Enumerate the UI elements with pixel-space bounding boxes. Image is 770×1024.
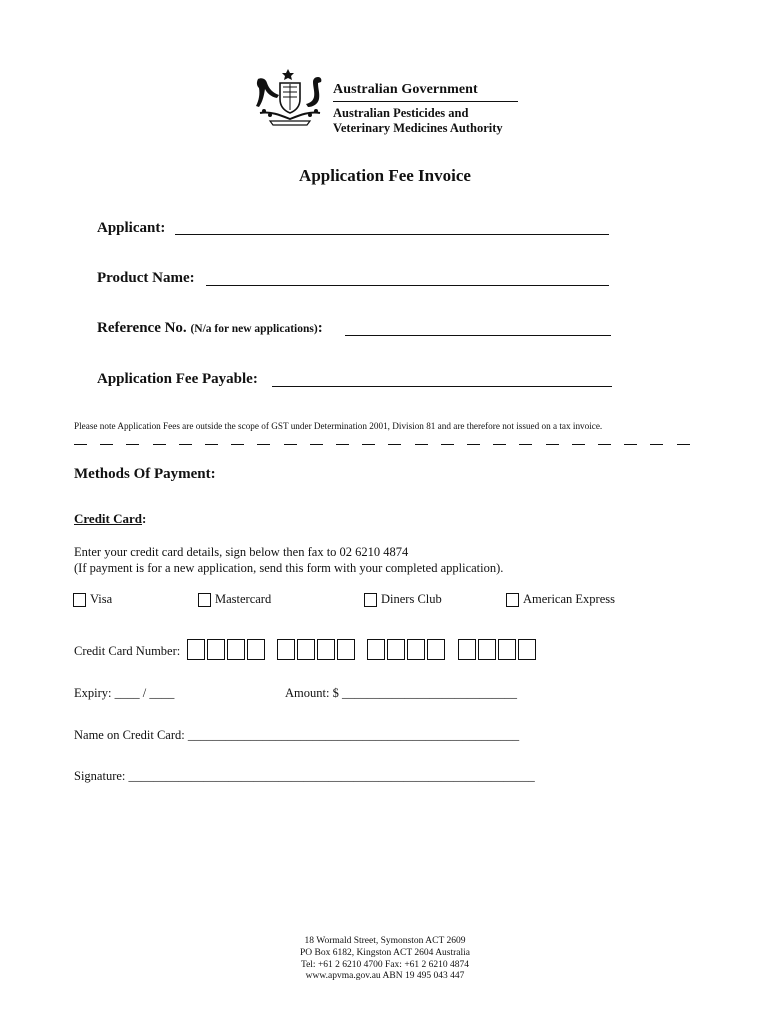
card-digit-box[interactable] <box>207 639 225 660</box>
instruction-line-2: (If payment is for a new application, send this form with your completed application). <box>74 561 504 575</box>
card-digit-box[interactable] <box>498 639 516 660</box>
reference-note: (N/a for new applications) <box>190 323 318 335</box>
mastercard-option[interactable] <box>198 592 271 607</box>
cut-line-dash <box>598 444 611 445</box>
card-digit-box[interactable] <box>247 639 265 660</box>
cut-line-dash <box>74 444 87 445</box>
cut-line-dash <box>519 444 532 445</box>
footer-line-3: Tel: +61 2 6210 4700 Fax: +61 2 6210 4874 <box>300 959 470 970</box>
reference-field[interactable] <box>345 334 611 336</box>
agency-name-line1: Australian Pesticides and <box>333 106 469 120</box>
visa-label: Visa <box>90 592 113 606</box>
card-number-group-2[interactable] <box>277 639 357 660</box>
footer-line-1: 18 Wormald Street, Symonston ACT 2609 <box>304 936 466 946</box>
reference-colon: : <box>317 320 323 336</box>
instruction-line-1: Enter your credit card details, sign below then fax to 02 6210 4874 <box>74 545 409 559</box>
footer-line-2: PO Box 6182, Kingston ACT 2604 Australia <box>299 947 471 958</box>
card-digit-box[interactable] <box>367 639 385 660</box>
american-express-checkbox[interactable] <box>506 593 519 607</box>
cut-line <box>74 444 690 446</box>
cut-line-dash <box>153 444 166 445</box>
cut-line-dash <box>441 444 454 445</box>
product-name-label: Product Name: <box>97 270 195 286</box>
signature-field[interactable]: Signature: _________________________________________________________________ <box>74 769 535 783</box>
cut-line-dash <box>362 444 375 445</box>
cut-line-dash <box>415 444 428 445</box>
applicant-label: Applicant: <box>97 220 166 236</box>
coat-of-arms-logo <box>250 67 330 129</box>
cut-line-dash <box>284 444 297 445</box>
name-on-card-field[interactable]: Name on Credit Card: _____________________________________________________ <box>74 728 520 742</box>
card-digit-box[interactable] <box>427 639 445 660</box>
visa-option[interactable] <box>73 592 112 607</box>
card-digit-box[interactable] <box>337 639 355 660</box>
cut-line-dash <box>467 444 480 445</box>
fee-payable-label: Application Fee Payable: <box>97 371 258 387</box>
card-digit-box[interactable] <box>187 639 205 660</box>
card-digit-box[interactable] <box>387 639 405 660</box>
cut-line-dash <box>231 444 244 445</box>
applicant-field[interactable] <box>175 233 609 235</box>
cut-line-dash <box>546 444 559 445</box>
card-digit-box[interactable] <box>518 639 536 660</box>
payment-section-title: Methods Of Payment: <box>74 466 216 482</box>
expiry-field[interactable]: Expiry: ____ / ____ <box>74 686 175 700</box>
amount-field[interactable]: Amount: $ ____________________________ <box>285 686 517 700</box>
card-number-group-4[interactable] <box>458 639 538 660</box>
card-digit-box[interactable] <box>297 639 315 660</box>
cut-line-dash <box>336 444 349 445</box>
document-title: Application Fee Invoice <box>299 166 471 185</box>
cut-line-dash <box>572 444 585 445</box>
visa-checkbox[interactable] <box>73 593 86 607</box>
agency-name-line2: Veterinary Medicines Authority <box>333 121 503 135</box>
card-digit-box[interactable] <box>317 639 335 660</box>
mastercard-label: Mastercard <box>215 592 272 606</box>
card-digit-box[interactable] <box>458 639 476 660</box>
diners-club-label: Diners Club <box>381 592 442 606</box>
gst-note: Please note Application Fees are outside the scope of GST under Determination 2001, Division 81 and are therefore not issued on a tax invoice. <box>74 421 603 431</box>
agency-header <box>333 82 523 136</box>
cut-line-dash <box>310 444 323 445</box>
product-name-field[interactable] <box>206 284 609 286</box>
diners-club-checkbox[interactable] <box>364 593 377 607</box>
cut-line-dash <box>100 444 113 445</box>
card-digit-box[interactable] <box>478 639 496 660</box>
cut-line-dash <box>624 444 637 445</box>
cut-line-dash <box>205 444 218 445</box>
card-number-label: Credit Card Number: <box>74 644 181 658</box>
card-digit-box[interactable] <box>277 639 295 660</box>
fee-payable-field[interactable] <box>272 385 612 387</box>
mastercard-checkbox[interactable] <box>198 593 211 607</box>
footer-line-4: www.apvma.gov.au ABN 19 495 043 447 <box>305 971 465 982</box>
credit-card-title: Credit Card <box>74 511 143 526</box>
reference-label <box>97 320 323 337</box>
payment-instructions <box>74 544 503 576</box>
cut-line-dash <box>126 444 139 445</box>
cut-line-dash <box>650 444 663 445</box>
card-digit-box[interactable] <box>227 639 245 660</box>
american-express-label: American Express <box>523 592 615 606</box>
cut-line-dash <box>179 444 192 445</box>
cut-line-dash <box>388 444 401 445</box>
cut-line-dash <box>493 444 506 445</box>
government-title: Australian Government <box>333 82 478 97</box>
american-express-option[interactable] <box>506 592 615 607</box>
header-divider <box>333 101 518 102</box>
cut-line-dash <box>257 444 270 445</box>
reference-label-text: Reference No. <box>97 320 187 336</box>
credit-card-colon: : <box>142 511 147 526</box>
credit-card-heading <box>74 511 146 527</box>
card-digit-box[interactable] <box>407 639 425 660</box>
cut-line-dash <box>677 444 690 445</box>
footer-address <box>0 936 770 983</box>
diners-club-option[interactable] <box>364 592 442 607</box>
card-number-group-1[interactable] <box>187 639 267 660</box>
card-number-group-3[interactable] <box>367 639 447 660</box>
